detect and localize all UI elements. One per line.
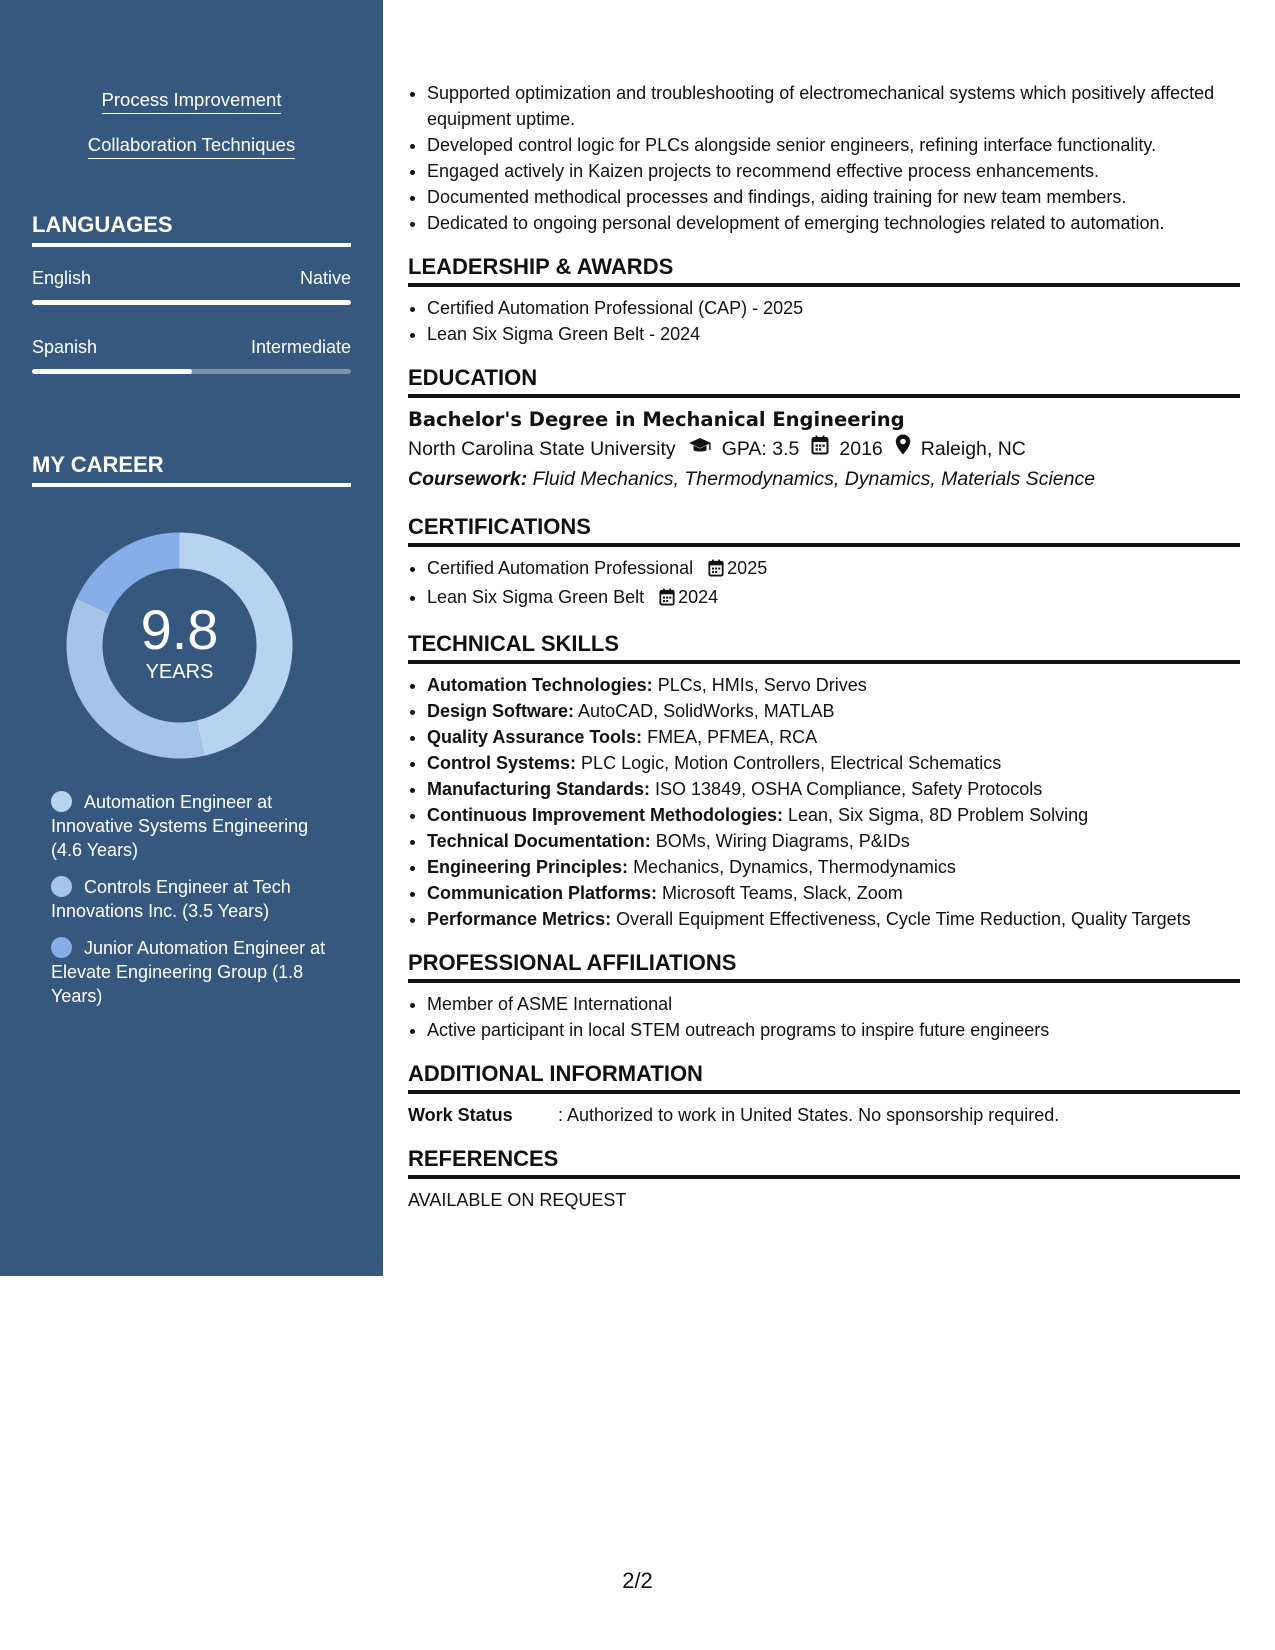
skill-value: BOMs, Wiring Diagrams, P&IDs xyxy=(655,831,910,851)
certification-year: 2024 xyxy=(678,587,719,607)
work-status-row xyxy=(408,1102,1240,1128)
skill-label: Continuous Improvement Methodologies: xyxy=(427,805,783,825)
leadership-heading: LEADERSHIP & AWARDS xyxy=(408,254,1240,287)
career-item xyxy=(51,790,331,862)
certifications-heading: CERTIFICATIONS xyxy=(408,514,1240,547)
technical-skill-item xyxy=(427,880,1240,906)
skill-value: Lean, Six Sigma, 8D Problem Solving xyxy=(788,805,1089,825)
skill-value: AutoCAD, SolidWorks, MATLAB xyxy=(578,701,835,721)
certification-item xyxy=(427,555,1240,584)
language-bar-spanish xyxy=(32,369,351,374)
language-name: Spanish xyxy=(32,337,98,357)
affiliation-item: • Member of ASME International xyxy=(427,991,1240,1017)
education-school: North Carolina State University xyxy=(408,438,676,460)
language-bar-fill xyxy=(32,300,351,305)
technical-skill-item xyxy=(427,750,1240,776)
career-donut-chart xyxy=(62,528,297,763)
education-degree: Bachelor's Degree in Mechanical Engineering xyxy=(408,408,905,431)
technical-skill-item xyxy=(427,828,1240,854)
skill-label: Performance Metrics: xyxy=(427,909,612,929)
technical-skill-item xyxy=(427,802,1240,828)
education-heading: EDUCATION xyxy=(408,365,1240,398)
main-column xyxy=(408,80,1240,1213)
skill-label: Automation Technologies: xyxy=(427,675,653,695)
technical-skill-item xyxy=(427,854,1240,880)
technical-skill-item xyxy=(427,776,1240,802)
language-level: Native xyxy=(299,268,351,288)
skill-label: Communication Platforms: xyxy=(427,883,658,903)
certification-year: 2025 xyxy=(727,558,768,578)
skill-label: Engineering Principles: xyxy=(427,857,629,877)
experience-bullet: • Supported optimization and troubleshooting of electromechanical systems which positively affected equipment uptime. xyxy=(427,80,1240,132)
technical-skills-heading: TECHNICAL SKILLS xyxy=(408,631,1240,664)
work-status-value: : Authorized to work in United States. No sponsorship required. xyxy=(558,1105,1060,1125)
sidebar xyxy=(0,0,383,1276)
leadership-item: • Certified Automation Professional (CAP) - 2025 xyxy=(427,295,1240,321)
affiliations-list xyxy=(408,991,1240,1043)
languages-heading: LANGUAGES xyxy=(32,212,351,247)
certifications-list xyxy=(408,555,1240,613)
career-total-years: 9.8 xyxy=(140,598,219,661)
legend-dot-icon xyxy=(51,937,72,958)
affiliation-item: • Active participant in local STEM outreach programs to inspire future engineers xyxy=(427,1017,1240,1043)
calendar-icon xyxy=(708,558,724,584)
language-bar-english xyxy=(32,300,351,305)
technical-skill-item xyxy=(427,724,1240,750)
language-name: English xyxy=(32,268,92,288)
skill-label: Quality Assurance Tools: xyxy=(427,727,643,747)
skill-value: Microsoft Teams, Slack, Zoom xyxy=(662,883,903,903)
career-donut-center xyxy=(62,528,297,763)
skill-value: PLC Logic, Motion Controllers, Electrical Schematics xyxy=(581,753,1002,773)
language-bar-fill xyxy=(32,369,192,374)
affiliations-heading: PROFESSIONAL AFFILIATIONS xyxy=(408,950,1240,983)
career-item xyxy=(51,936,331,1008)
skill-label: Control Systems: xyxy=(427,753,577,773)
leadership-list xyxy=(408,295,1240,347)
career-total-unit: YEARS xyxy=(145,661,214,683)
leadership-item: • Lean Six Sigma Green Belt - 2024 xyxy=(427,321,1240,347)
career-item-text: Controls Engineer at Tech Innovations Inc. (3.5 Years) xyxy=(51,877,291,921)
education-year: 2016 xyxy=(839,438,883,460)
skill-label: Manufacturing Standards: xyxy=(427,779,651,799)
experience-bullet: • Developed control logic for PLCs alongside senior engineers, refining interface functionality. xyxy=(427,132,1240,158)
references-text: AVAILABLE ON REQUEST xyxy=(408,1190,627,1210)
skill-value: ISO 13849, OSHA Compliance, Safety Protocols xyxy=(655,779,1043,799)
certification-item xyxy=(427,584,1240,613)
graduation-cap-icon xyxy=(688,434,712,464)
career-item-text: Junior Automation Engineer at Elevate Engineering Group (1.8 Years) xyxy=(51,938,326,1006)
skill-value: Overall Equipment Effectiveness, Cycle Time Reduction, Quality Targets xyxy=(616,909,1191,929)
skill-label: Technical Documentation: xyxy=(427,831,651,851)
calendar-icon xyxy=(811,434,829,464)
experience-bullet: • Documented methodical processes and findings, aiding training for new team members. xyxy=(427,184,1240,210)
technical-skill-item xyxy=(427,906,1240,932)
career-list xyxy=(51,790,331,1021)
legend-dot-icon xyxy=(51,876,72,897)
education-coursework xyxy=(408,464,1240,494)
education-details xyxy=(408,434,1240,464)
language-level: Intermediate xyxy=(250,337,351,357)
coursework-label: Coursework: xyxy=(408,468,528,490)
skill-link-label: Process Improvement xyxy=(102,89,282,114)
technical-skill-item xyxy=(427,698,1240,724)
certification-name: Lean Six Sigma Green Belt xyxy=(427,587,645,607)
legend-dot-icon xyxy=(51,791,72,812)
skill-label: Design Software: xyxy=(427,701,575,721)
references-heading: REFERENCES xyxy=(408,1146,1240,1179)
skill-link-label: Collaboration Techniques xyxy=(88,134,295,159)
experience-bullet: • Engaged actively in Kaizen projects to recommend effective process enhancements. xyxy=(427,158,1240,184)
language-row-spanish xyxy=(32,337,351,358)
skill-value: FMEA, PFMEA, RCA xyxy=(647,727,818,747)
language-row-english xyxy=(32,268,351,289)
coursework-value: Fluid Mechanics, Thermodynamics, Dynamics, Materials Science xyxy=(532,468,1096,490)
skill-link-collaboration-techniques[interactable] xyxy=(0,134,383,159)
additional-info-heading: ADDITIONAL INFORMATION xyxy=(408,1061,1240,1094)
career-heading: MY CAREER xyxy=(32,452,351,487)
technical-skill-item xyxy=(427,672,1240,698)
page-number: 2/2 xyxy=(622,1568,653,1593)
skill-value: PLCs, HMIs, Servo Drives xyxy=(657,675,867,695)
calendar-icon xyxy=(659,587,675,613)
work-status-label: Work Status xyxy=(408,1105,513,1125)
education-location: Raleigh, NC xyxy=(920,438,1026,460)
education-gpa: GPA: 3.5 xyxy=(721,438,800,460)
skill-link-process-improvement[interactable] xyxy=(0,89,383,114)
career-item xyxy=(51,875,331,923)
experience-bullet: • Dedicated to ongoing personal development of emerging technologies related to automation. xyxy=(427,210,1240,236)
technical-skills-list xyxy=(408,672,1240,932)
location-pin-icon xyxy=(895,434,911,464)
skill-value: Mechanics, Dynamics, Thermodynamics xyxy=(633,857,956,877)
certification-name: Certified Automation Professional xyxy=(427,558,694,578)
career-item-text: Automation Engineer at Innovative Systems Engineering (4.6 Years) xyxy=(51,792,309,860)
experience-bullets xyxy=(408,80,1240,236)
